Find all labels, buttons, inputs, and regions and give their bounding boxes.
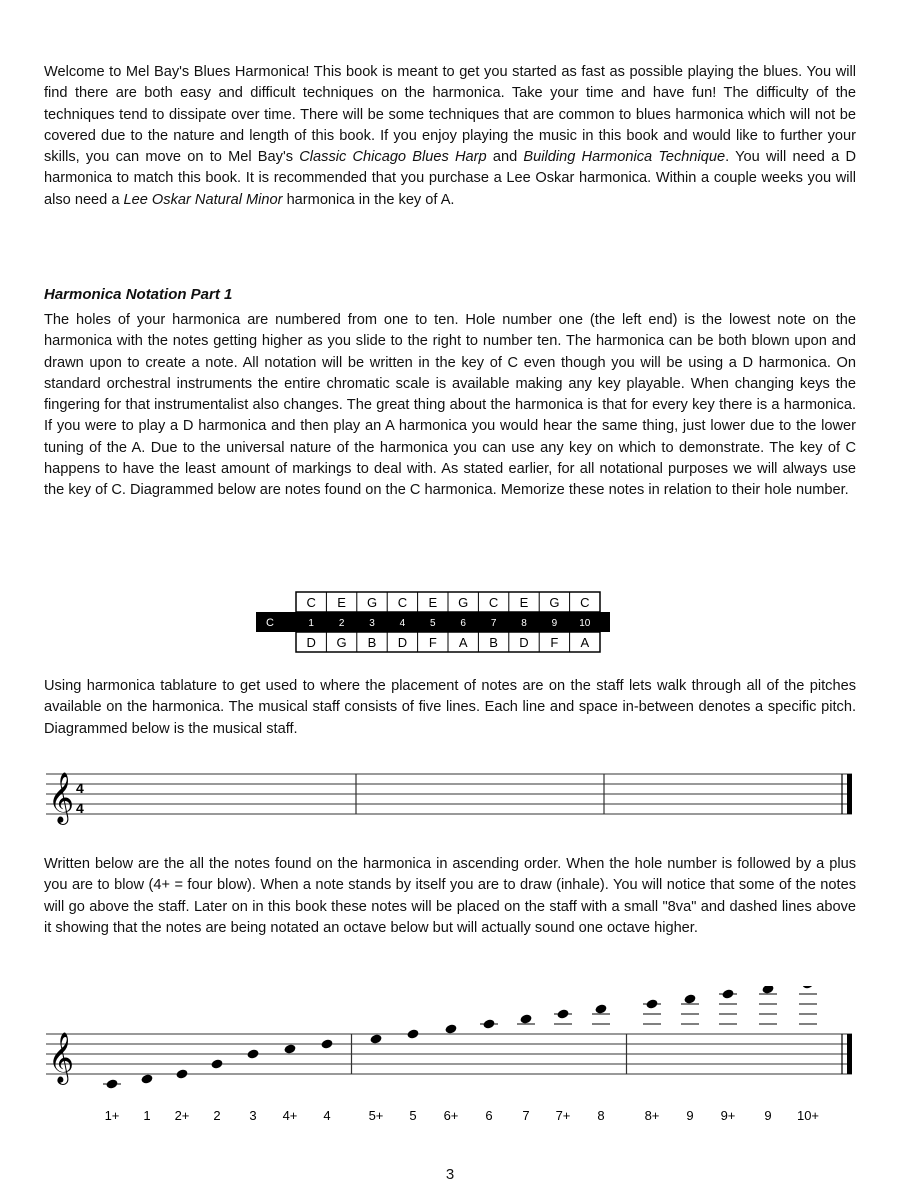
intro-paragraph: Welcome to Mel Bay's Blues Harmonica! This book is meant to get you started as fast as possible playing the blues. You will find there are both easy and difficult techniques on the harmonica. Take your time and have fun! The difficulty of the techniques tend to dissipate over time. There will be some techniques that are common to blues harmonica which will not be covered due to the nature and length of this book. If you enjoy playing the music in this book and would like to further your skills, you can move on to Mel Bay's Classic Chicago Blues Harp and Building Harmonica Technique. You will need a D harmonica to match this book. It is recommended that you purchase a Lee Oskar harmonica. Within a couple weeks you will also need a Lee Oskar Natural Minor harmonica in the key of A. [44, 64, 856, 208]
draw-note-label: F [428, 635, 437, 650]
note-head [320, 1038, 333, 1049]
draw-note-label: D [519, 635, 529, 650]
hole-label: 4+ [282, 1108, 298, 1123]
book-title-building: Building Harmonica Technique [523, 149, 726, 166]
blow-note-label: C [397, 595, 408, 610]
draw-note-label: D [306, 635, 316, 650]
hole-label: 10+ [796, 1108, 820, 1123]
hole-label: 2 [213, 1108, 221, 1123]
hole-label: 7+ [555, 1108, 571, 1123]
draw-note-label: A [580, 635, 590, 650]
notation-paragraph: The holes of your harmonica are numbered from one to ten. Hole number one (the left end) is the lowest note on the harmonica with the notes getting higher as you slide to the right to number ten. The harmonica can be both blown upon and drawn upon to create a note. All notation will be written in the key of C even though you will be using a D harmonica. On standard orchestral instruments the entire chromatic scale is available making any key playable. When changing keys the fingering for that instrumentalist also changes. The great thing about the harmonica is that for every key there is a harmonica. If you were to play a D harmonica and then play an A harmonica you would hear the same thing, just lower due to the lower tuning of the A. Due to the universal nature of the harmonica you can use any key on which to demonstrate. The key of C happens to have the least amount of markings to deal with. As stated earlier, for all notational purposes we will always use the key of C. Diagrammed below are notes found on the C harmonica. Memorize these notes in relation to their hole number. [44, 312, 856, 499]
hole-label: 6 [485, 1108, 493, 1123]
note-head [406, 1028, 419, 1039]
blow-note-label: C [306, 595, 316, 610]
hole-label: 9+ [720, 1108, 736, 1123]
time-signature-bottom: 4 [76, 800, 84, 816]
hole-label: 6+ [443, 1108, 459, 1123]
hole-number-label: 6 [460, 618, 466, 629]
draw-note-label: A [458, 635, 468, 650]
blow-note-label: G [366, 595, 378, 610]
note-head [801, 986, 814, 990]
blow-note-label: C [488, 595, 499, 610]
hole-number-label: 7 [490, 618, 497, 629]
hole-label: 5 [409, 1108, 417, 1123]
hole-label: 1+ [104, 1108, 120, 1123]
draw-note-label: G [336, 635, 347, 650]
tablature-paragraph: Using harmonica tablature to get used to where the placement of notes are on the staff lets walk through all of the pitches available on the harmonica. The musical staff consists of five lines. Each line and space in-between denotes a specific pitch. Diagrammed below is the musical staff. [44, 678, 856, 737]
blow-note-label: G [458, 595, 469, 610]
hole-label: 2+ [174, 1108, 190, 1123]
section-heading: Harmonica Notation Part 1 [44, 286, 233, 303]
blow-note-label: E [337, 595, 346, 610]
hole-number-label: 9 [551, 618, 558, 629]
final-barline-thick [847, 1034, 852, 1074]
hole-label: 1 [143, 1108, 151, 1123]
harmonica-diagram [0, 590, 900, 662]
draw-note-label: B [489, 635, 498, 650]
treble-clef-icon: 𝄞 [48, 773, 75, 822]
treble-clef-icon: 𝄞 [48, 1033, 75, 1082]
draw-note-label: B [367, 635, 377, 650]
note-head [721, 988, 734, 999]
hole-label: 8+ [644, 1108, 660, 1123]
note-head [369, 1033, 382, 1044]
hole-label: 3 [249, 1108, 257, 1123]
note-head [645, 998, 658, 1009]
note-head [444, 1023, 457, 1034]
time-signature-top: 4 [76, 780, 84, 796]
book-title-chicago: Classic Chicago Blues Harp [299, 149, 487, 166]
note-head [175, 1068, 188, 1079]
hole-number-label: 3 [369, 618, 375, 629]
note-head [140, 1073, 153, 1084]
hole-label: 7 [522, 1108, 530, 1123]
page-number: 3 [445, 1166, 455, 1183]
harmonica-scale-staff [0, 986, 900, 1126]
hole-label: 5+ [368, 1108, 384, 1123]
hole-label: 4 [323, 1108, 331, 1123]
note-head [246, 1048, 259, 1059]
final-barline-thick [847, 774, 852, 814]
note-head [683, 993, 696, 1004]
harmonica-key-label: C [266, 617, 274, 629]
note-head [482, 1018, 495, 1029]
note-head [594, 1003, 607, 1014]
hole-number-label: 8 [521, 618, 527, 629]
musical-staff [0, 760, 900, 832]
harmonica-model-name: Lee Oskar Natural Minor [123, 191, 283, 208]
blow-note-label: E [428, 595, 438, 610]
hole-number-label: 1 [308, 618, 314, 629]
note-head [761, 986, 774, 995]
note-head [519, 1013, 532, 1024]
staff-lines [46, 774, 852, 814]
written-notes-paragraph: Written below are the all the notes found on the harmonica in ascending order. When the hole number is followed by a plus you are to blow (4+ = four blow). When a note stands by itself you are to draw (inhale). You will notice that some of the notes will go above the staff. Later on in this book these notes will be placed on the staff with a small "8va" and dashed lines above it showing that the notes are being notated an octave below but will actually sound one octave higher. [44, 856, 856, 936]
hole-number-label: 10 [579, 618, 591, 629]
blow-note-label: G [549, 595, 560, 610]
note-head [210, 1058, 223, 1069]
hole-label: 9 [764, 1108, 772, 1123]
hole-number-label: 4 [399, 618, 406, 629]
blow-note-label: C [580, 595, 590, 610]
hole-label: 8 [597, 1108, 605, 1123]
hole-number-label: 2 [338, 618, 345, 629]
note-head [283, 1043, 296, 1054]
hole-number-label: 5 [430, 618, 436, 629]
note-head [556, 1008, 569, 1019]
blow-note-label: E [519, 595, 529, 610]
hole-label: 9 [686, 1108, 694, 1123]
draw-note-label: F [550, 635, 559, 650]
staff-lines [46, 1034, 852, 1074]
draw-note-label: D [397, 635, 408, 650]
note-head [105, 1078, 118, 1089]
